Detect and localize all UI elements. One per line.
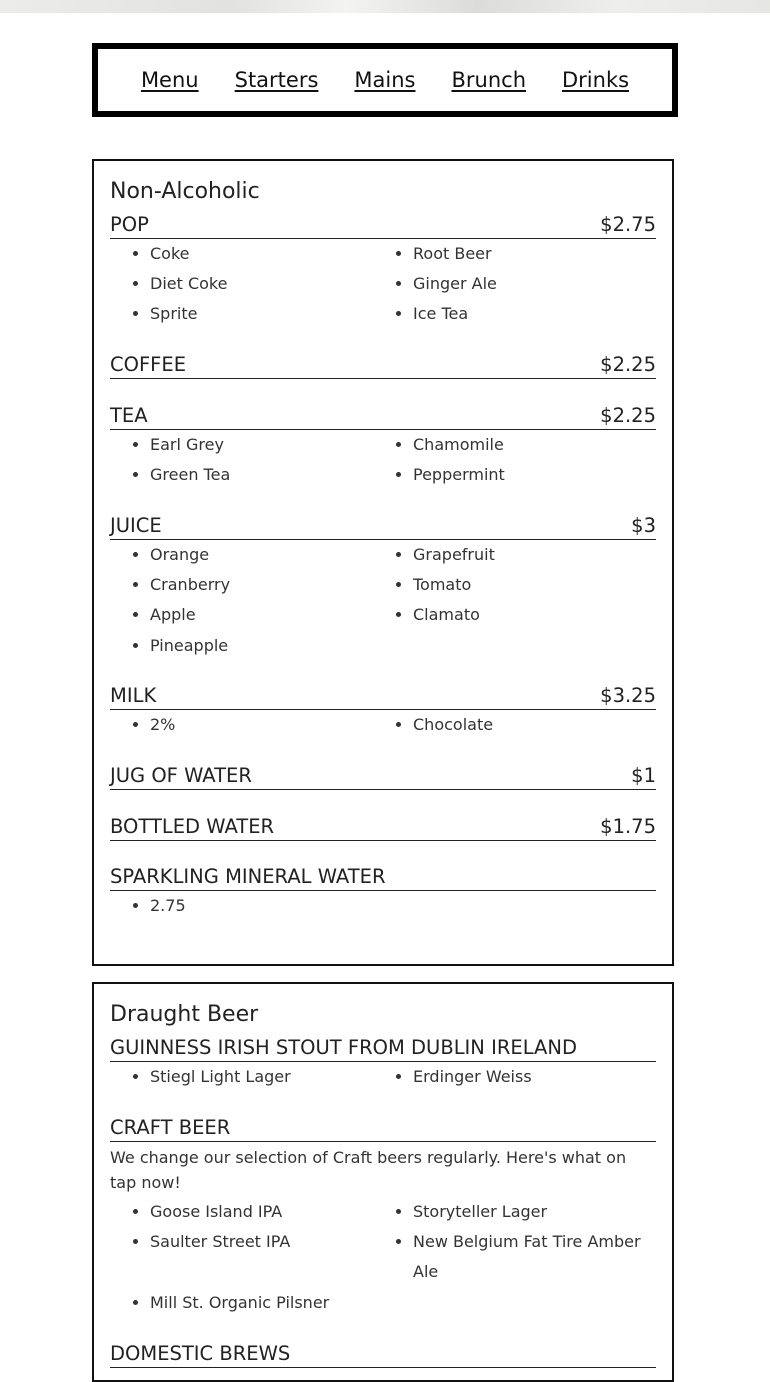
section-title: Draught Beer bbox=[110, 1002, 259, 1027]
list-item: • New Belgium Fat Tire Amber Ale bbox=[413, 1227, 656, 1287]
draught-beer-section bbox=[92, 982, 674, 1382]
list-item: • Mill St. Organic Pilsner bbox=[150, 1287, 413, 1318]
option-list bbox=[110, 239, 656, 329]
menu-item-jug-of-water bbox=[110, 760, 656, 790]
list-item: • 2.75 bbox=[150, 891, 413, 921]
option-list bbox=[110, 540, 656, 661]
menu-item-guinness bbox=[110, 1032, 656, 1092]
list-item: • Chamomile bbox=[413, 430, 656, 460]
section-title: Non-Alcoholic bbox=[110, 179, 260, 204]
list-item: • Sprite bbox=[150, 299, 413, 329]
nav-link-menu[interactable]: Menu bbox=[140, 68, 199, 92]
list-item: • Saulter Street IPA bbox=[150, 1227, 413, 1287]
item-header bbox=[110, 510, 656, 540]
option-list bbox=[110, 430, 656, 490]
item-name: TEA bbox=[110, 404, 148, 427]
item-name: SPARKLING MINERAL WATER bbox=[110, 865, 386, 888]
list-item: • Coke bbox=[150, 239, 413, 269]
item-header bbox=[110, 811, 656, 841]
item-name: BOTTLED WATER bbox=[110, 815, 275, 838]
item-price: $2.25 bbox=[600, 404, 656, 427]
list-item: • Cranberry bbox=[150, 570, 413, 600]
item-name: CRAFT BEER bbox=[110, 1116, 231, 1139]
list-item: • Grapefruit bbox=[413, 540, 656, 570]
list-item: • Chocolate bbox=[413, 710, 656, 740]
list-item: • Erdinger Weiss bbox=[413, 1062, 656, 1092]
item-price: $2.75 bbox=[600, 213, 656, 236]
nav-link-drinks[interactable]: Drinks bbox=[562, 68, 630, 92]
list-item: • Apple bbox=[150, 600, 413, 630]
item-header bbox=[110, 209, 656, 239]
list-item: • Clamato bbox=[413, 600, 656, 630]
menu-item-juice bbox=[110, 510, 656, 661]
header-image-strip bbox=[0, 0, 770, 13]
menu-item-sparkling-mineral-water bbox=[110, 861, 656, 921]
menu-item-domestic-brews bbox=[110, 1338, 656, 1368]
list-item: • Storyteller Lager bbox=[413, 1197, 656, 1227]
nav-link-mains[interactable]: Mains bbox=[354, 68, 416, 92]
menu-item-bottled-water bbox=[110, 811, 656, 841]
item-price: $3 bbox=[631, 514, 656, 537]
item-name: MILK bbox=[110, 684, 157, 707]
option-list bbox=[110, 710, 656, 740]
item-name: GUINNESS IRISH STOUT FROM DUBLIN IRELAND bbox=[110, 1036, 577, 1059]
item-price: $3.25 bbox=[600, 684, 656, 707]
item-header bbox=[110, 400, 656, 430]
item-price: $1.75 bbox=[600, 815, 656, 838]
item-header bbox=[110, 1338, 656, 1368]
list-item: • Pineapple bbox=[150, 630, 413, 661]
item-name: JUG OF WATER bbox=[110, 764, 252, 787]
list-item: • Ice Tea bbox=[413, 299, 656, 329]
menu-item-pop bbox=[110, 209, 656, 329]
item-header bbox=[110, 1112, 656, 1142]
option-list bbox=[110, 1197, 656, 1318]
item-name: COFFEE bbox=[110, 353, 187, 376]
item-header bbox=[110, 1032, 656, 1062]
list-item: • Stiegl Light Lager bbox=[150, 1062, 413, 1092]
menu-item-milk bbox=[110, 680, 656, 740]
list-item: • Ginger Ale bbox=[413, 269, 656, 299]
item-description: We change our selection of Craft beers regularly. Here's what on tap now! bbox=[110, 1148, 627, 1192]
list-item: • Diet Coke bbox=[150, 269, 413, 299]
item-name: JUICE bbox=[110, 514, 162, 537]
item-price: $2.25 bbox=[600, 353, 656, 376]
list-item: • Green Tea bbox=[150, 460, 413, 490]
menu-item-tea bbox=[110, 400, 656, 490]
list-item: • 2% bbox=[150, 710, 413, 740]
menu-item-coffee bbox=[110, 349, 656, 379]
option-list bbox=[110, 891, 656, 921]
menu-item-craft-beer bbox=[110, 1112, 656, 1318]
item-header bbox=[110, 349, 656, 379]
non-alcoholic-section bbox=[92, 159, 674, 966]
item-price: $1 bbox=[631, 764, 656, 787]
list-item: • Peppermint bbox=[413, 460, 656, 490]
list-item: • Tomato bbox=[413, 570, 656, 600]
item-name: DOMESTIC BREWS bbox=[110, 1342, 291, 1365]
list-item: • Orange bbox=[150, 540, 413, 570]
option-list bbox=[110, 1062, 656, 1092]
item-name: POP bbox=[110, 213, 149, 236]
main-nav bbox=[92, 43, 678, 117]
item-header bbox=[110, 861, 656, 891]
item-header bbox=[110, 760, 656, 790]
list-item: • Root Beer bbox=[413, 239, 656, 269]
list-item: • Earl Grey bbox=[150, 430, 413, 460]
item-header bbox=[110, 680, 656, 710]
list-item: • Goose Island IPA bbox=[150, 1197, 413, 1227]
nav-link-starters[interactable]: Starters bbox=[234, 68, 319, 92]
nav-link-brunch[interactable]: Brunch bbox=[451, 68, 526, 92]
